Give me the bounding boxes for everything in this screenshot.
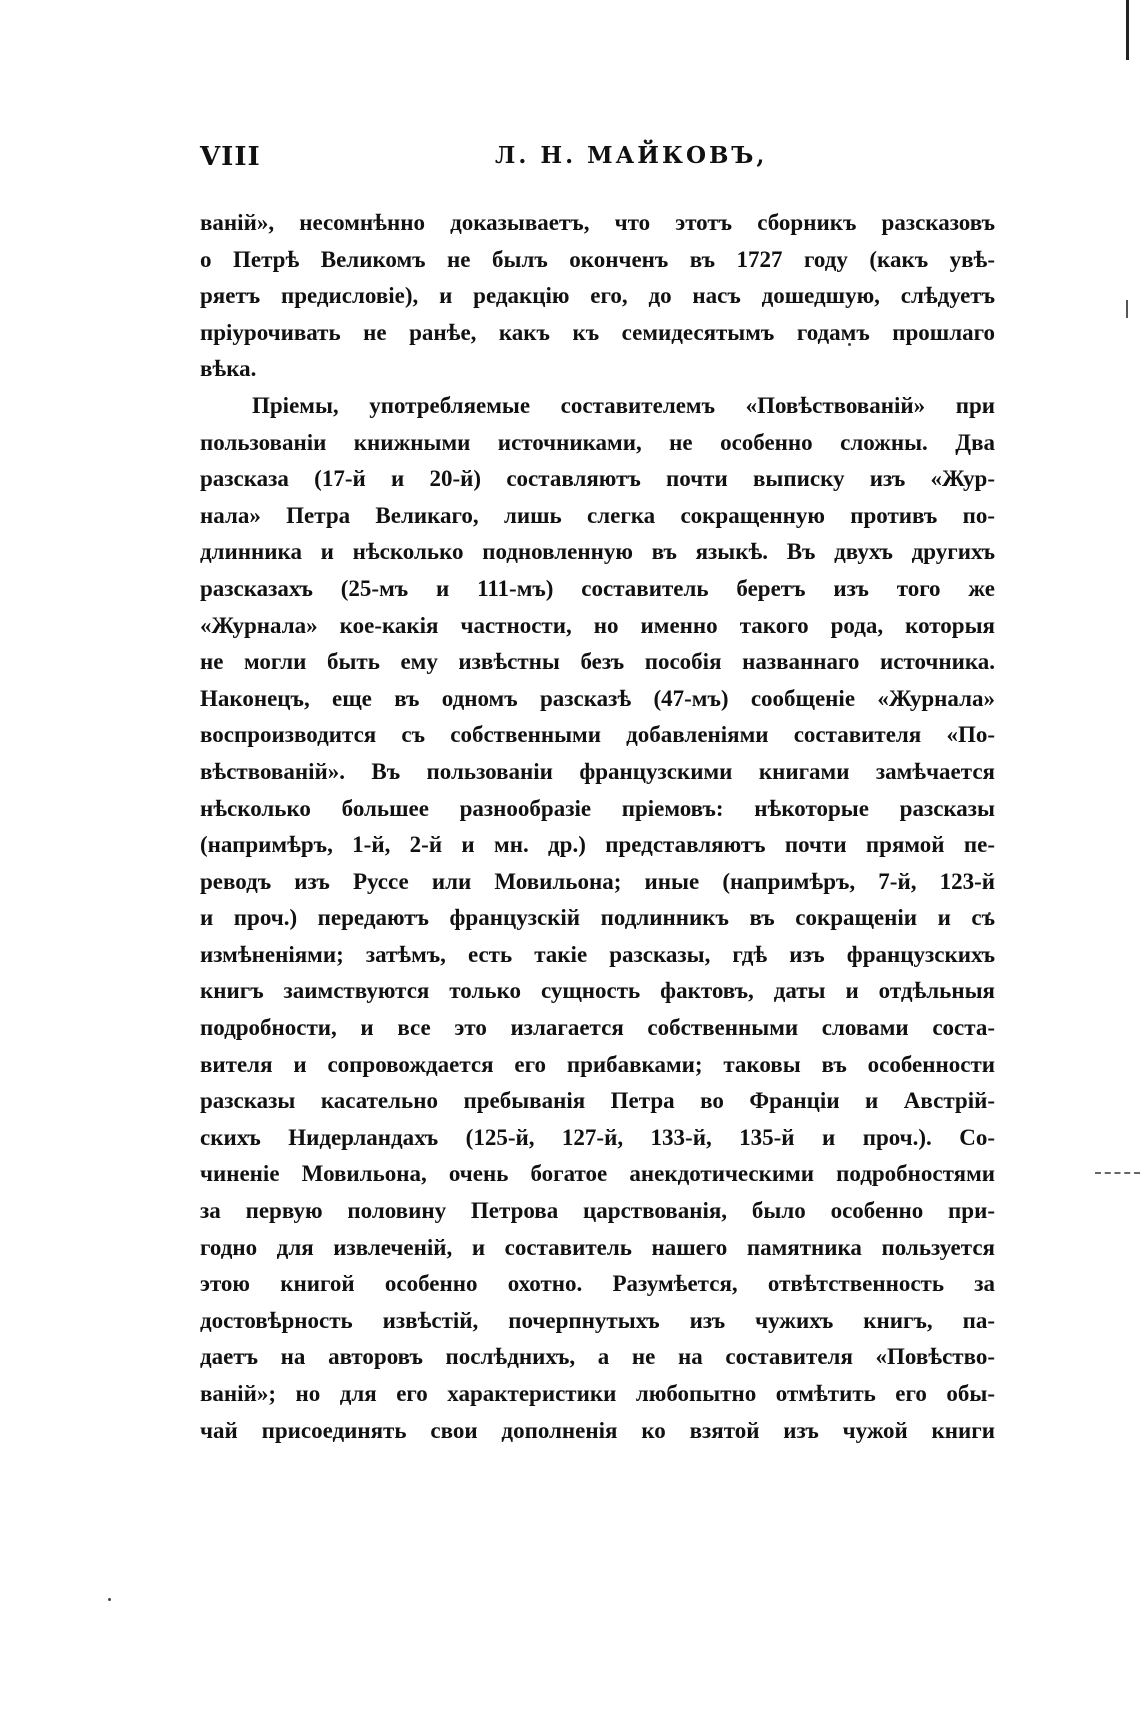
text-line: воспроизводится съ собственными добавленіями составителя «По-: [200, 722, 995, 748]
text-line: вѣствованій». Въ пользованіи французскими книгами замѣчается: [200, 758, 995, 784]
text-line: даетъ на авторовъ послѣднихъ, а не на составителя «Повѣство-: [200, 1344, 995, 1370]
text-line: ваній»; но для его характеристики любопытно отмѣтить его обы-: [200, 1381, 995, 1406]
text-line: пользованіи книжными источниками, не особенно сложны. Два: [200, 429, 995, 455]
text-line: вѣка.: [200, 356, 257, 382]
text-line: скихъ Нидерландахъ (125-й, 127-й, 133-й, 135-й и проч.). Со-: [200, 1124, 995, 1150]
text-line: чиненіе Мовильона, очень богатое анекдотическими подробностями: [200, 1161, 995, 1187]
text-line: достовѣрность извѣстій, почерпнутыхъ изъ чужихъ книгъ, па-: [200, 1307, 995, 1333]
text-line: ряетъ предисловіе), и редакцію его, до насъ дошедшую, слѣдуетъ: [200, 283, 995, 309]
page-edge-mark: [1126, 0, 1129, 60]
text-line: книгъ заимствуются только сущность фактовъ, даты и отдѣльныя: [200, 978, 995, 1004]
text-line: не могли быть ему извѣстны безъ пособія названнаго источника.: [200, 649, 995, 675]
text-line: о Петрѣ Великомъ не былъ оконченъ въ 1727 году (какъ увѣ-: [200, 246, 995, 272]
margin-mark: [1095, 1172, 1140, 1176]
text-line: пріурочивать не ранѣе, какъ къ семидесятымъ годамъ прошлаго: [200, 319, 995, 345]
text-line: годно для извлеченій, и составитель нашего памятника пользуется: [200, 1234, 995, 1260]
page-edge-mark: [1126, 300, 1128, 318]
text-line: и проч.) передаютъ французскій подлинникъ въ сокращеніи и съ: [200, 905, 995, 931]
running-title: Л. Н. МАЙКОВЪ,: [495, 142, 768, 169]
text-line: «Журнала» кое-какія частности, но именно такого рода, которыя: [200, 612, 995, 638]
text-line: этою книгой особенно охотно. Разумѣется, отвѣтственность за: [200, 1271, 995, 1297]
ink-speck: [108, 1598, 111, 1601]
text-line: вителя и сопровождается его прибавками; таковы въ особенности: [200, 1051, 995, 1077]
paragraph-1: [200, 205, 995, 388]
paragraph-2: [200, 388, 995, 1449]
text-line: длинника и нѣсколько подновленную въ языкѣ. Въ двухъ другихъ: [200, 539, 995, 565]
text-line: за первую половину Петрова царствованія, было особенно при-: [200, 1198, 995, 1224]
text-line: разсказы касательно пребыванія Петра во Франціи и Австрій-: [200, 1088, 995, 1114]
text-line: чай присоединять свои дополненія ко взятой изъ чужой книги: [200, 1417, 995, 1443]
text-line: разсказа (17-й и 20-й) составляютъ почти выписку изъ «Жур-: [200, 466, 995, 492]
text-line: нала» Петра Великаго, лишь слегка сокращенную противъ по-: [200, 502, 995, 528]
page-header: [200, 142, 995, 182]
body-text: [200, 205, 995, 1449]
text-line: ваній», несомнѣнно доказываетъ, что этотъ сборникъ разсказовъ: [200, 210, 995, 235]
text-line: Наконецъ, еще въ одномъ разсказѣ (47-мъ) сообщеніе «Журнала»: [200, 685, 995, 711]
text-line: разсказахъ (25-мъ и 111-мъ) составитель беретъ изъ того же: [200, 575, 995, 601]
text-line: (напримѣръ, 1-й, 2-й и мн. др.) представляютъ почти прямой пе-: [200, 832, 995, 858]
text-line: нѣсколько большее разнообразіе пріемовъ: нѣкоторые разсказы: [200, 795, 995, 821]
text-line: измѣненіями; затѣмъ, есть такіе разсказы, гдѣ изъ французскихъ: [200, 941, 995, 967]
text-line: подробности, и все это излагается собственными словами соста-: [200, 1015, 995, 1041]
text-line: реводъ изъ Руссе или Мовильона; иные (напримѣръ, 7-й, 123-й: [200, 868, 995, 894]
page-number: VIII: [200, 142, 261, 172]
text-line: Пріемы, употребляемые составителемъ «Повѣствованій» при: [252, 392, 995, 418]
